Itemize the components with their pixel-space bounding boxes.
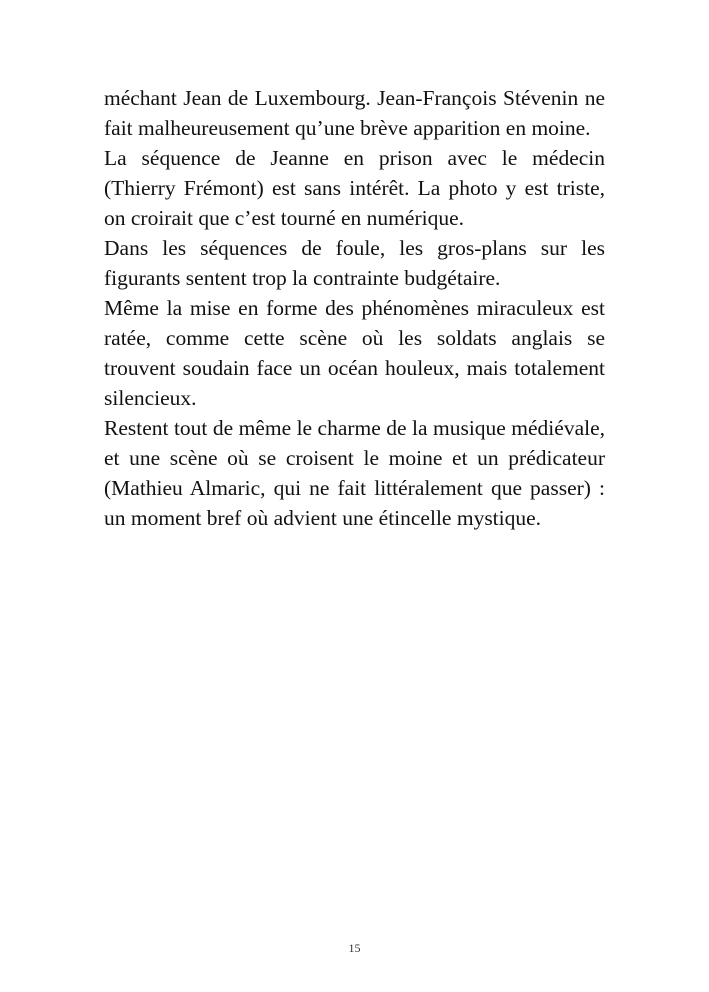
paragraph: Même la mise en forme des phénomènes miraculeux est ratée, comme cette scène où les soldats anglais se trouvent soudain face un océan houleux, mais totalement silencieux. [104, 296, 605, 410]
paragraph: Restent tout de même le charme de la musique médiévale, et une scène où se croisent le moine et un prédicateur (Mathieu Almaric, qui ne fait littéralement que passer) : un moment bref où advient une étincelle mystique. [104, 416, 605, 530]
paragraph: La séquence de Jeanne en prison avec le médecin (Thierry Frémont) est sans intérêt. La photo y est triste, on croirait que c’est tourné en numérique. [104, 146, 605, 230]
page-number: 15 [348, 941, 361, 955]
body-text [104, 83, 605, 533]
paragraph: méchant Jean de Luxembourg. Jean-François Stévenin ne fait malheureusement qu’une brève apparition en moine. [104, 86, 605, 140]
paragraph: Dans les séquences de foule, les gros-plans sur les figurants sentent trop la contrainte budgétaire. [104, 236, 605, 290]
